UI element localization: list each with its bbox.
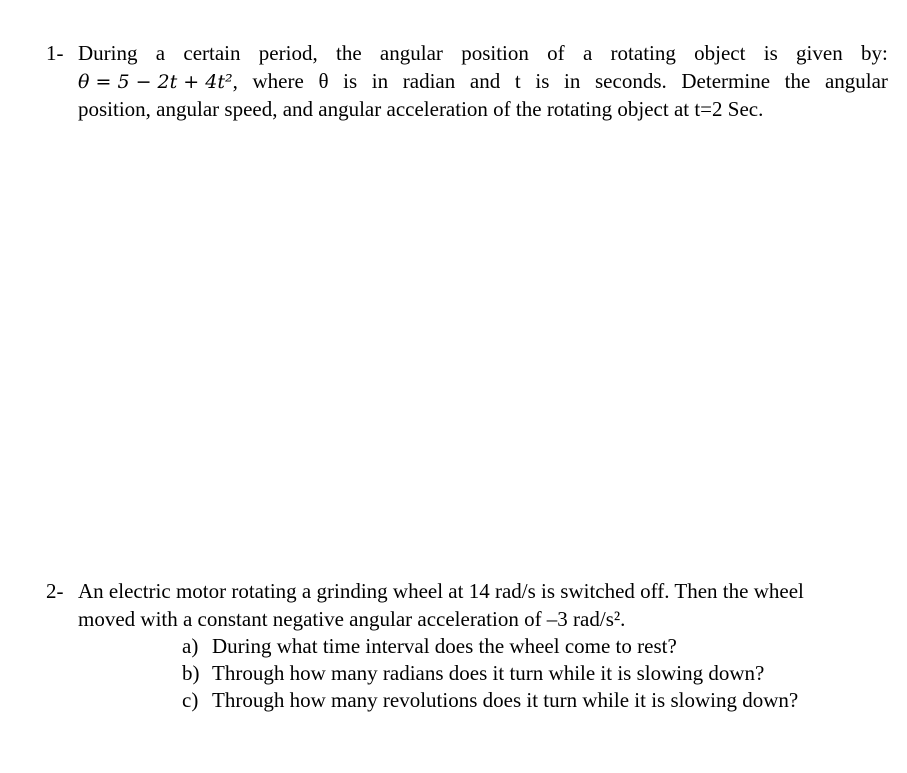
part-label: b) — [182, 661, 200, 685]
word: given — [796, 41, 843, 65]
word: where — [252, 69, 304, 93]
problem-1-line-1 — [78, 40, 888, 67]
word: in — [371, 69, 389, 93]
word: θ — [318, 69, 329, 93]
problem-2-part-c — [182, 687, 798, 714]
problem-2-part-b — [182, 660, 764, 687]
word: of — [547, 41, 565, 65]
word: certain — [183, 41, 241, 65]
word: angular — [379, 41, 443, 65]
word: radian — [402, 69, 456, 93]
problem-2-line-2: moved with a constant negative angular acceleration of –3 rad/s². — [78, 607, 626, 631]
word: is — [343, 69, 358, 93]
part-label: a) — [182, 634, 199, 658]
word: seconds. — [595, 69, 667, 93]
angular-position-equation: θ = 5 − 2t + 4t² — [78, 71, 233, 93]
part-text: During what time interval does the wheel come to rest? — [212, 634, 677, 658]
problem-2-number: 2- — [46, 579, 64, 603]
word: rotating — [610, 41, 676, 65]
word: object — [694, 41, 746, 65]
part-text: Through how many radians does it turn while it is slowing down? — [212, 661, 765, 685]
word: angular — [824, 69, 888, 93]
word: and — [469, 69, 501, 93]
word: the — [784, 69, 811, 93]
word: the — [335, 41, 362, 65]
word: a — [155, 41, 166, 65]
word: a — [582, 41, 593, 65]
word: is — [535, 69, 550, 93]
problem-1-number: 1- — [46, 41, 64, 65]
word: position — [461, 41, 529, 65]
word: Determine — [681, 69, 771, 93]
word: period, — [258, 41, 318, 65]
problem-2-line-1: An electric motor rotating a grinding wheel at 14 rad/s is switched off. Then the wheel — [78, 579, 804, 603]
equation: θ = 5 − 2t + 4t², — [78, 69, 238, 93]
problem-1-line-2 — [78, 68, 888, 95]
problem-2-part-a — [182, 633, 677, 660]
word: is — [763, 41, 778, 65]
word: in — [564, 69, 581, 93]
word: During — [78, 41, 138, 65]
problem-1-line-3: position, angular speed, and angular acceleration of the rotating object at t=2 Sec. — [78, 97, 764, 121]
part-text: Through how many revolutions does it turn while it is slowing down? — [212, 688, 799, 712]
part-label: c) — [182, 688, 199, 712]
word: by: — [860, 41, 888, 65]
word: t — [514, 69, 521, 93]
